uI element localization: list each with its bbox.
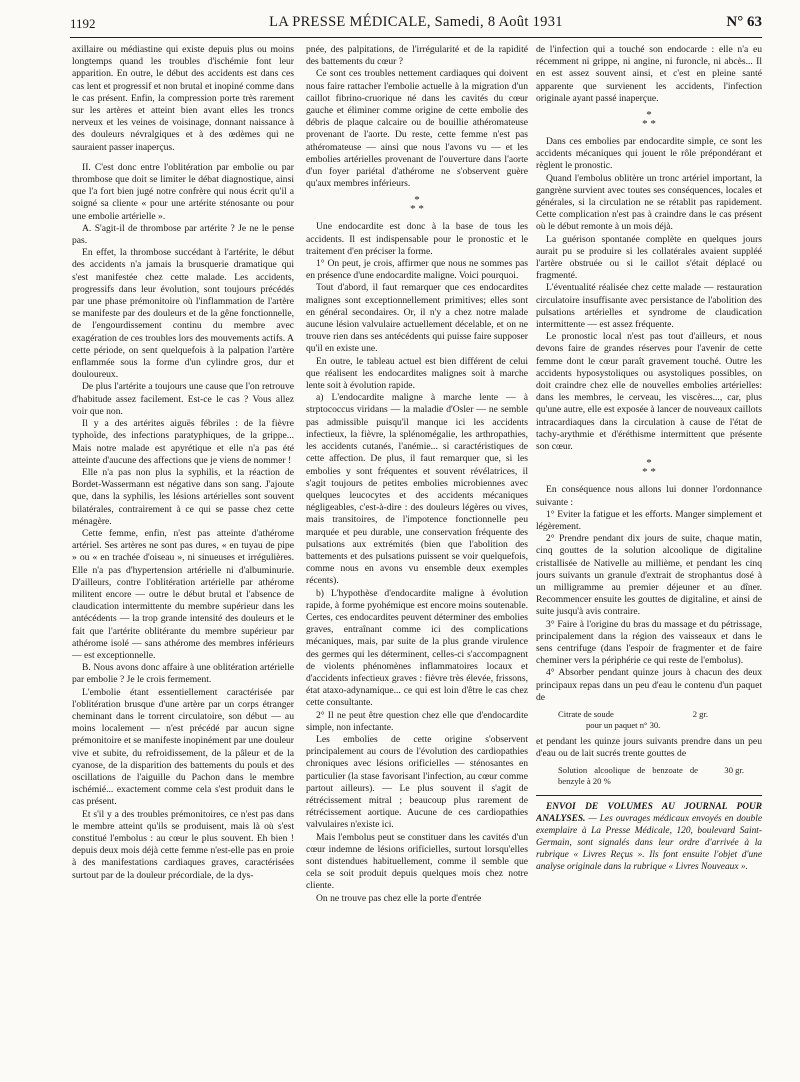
journal-title: LA PRESSE MÉDICALE, Samedi, 8 Août 1931 [269,14,563,30]
prescription-item: 2° Prendre pendant dix jours de suite, chaque matin, cinq gouttes de la solution alcoolique de digitaline cristallisée de Nativelle au millième, et pendant les cinq jours suivants un granule d'extrait de strophantus dosé à un milligramme au premier déjeuner et au dîner. Recommencer ensuite les gouttes de digitaline, et ainsi de suite jusqu'à avis contraire. [536,533,762,618]
paragraph: b) L'hypothèse d'endocardite maligne à évolution rapide, à forme pyohémique est encore moins soutenable. Certes, ces endocardites peuvent déterminer des embolies graves, entraînant comme ici des complications mécaniques, mais, par suite de la plus grande virulence des germes qui les déterminent, celles-ci s'accompagnent de violents phénomènes inflammatoires locaux et d'accidents infectieux graves : fièvre très élevée, frissons, état ataxo-adynamique... ce qui est loin d'être le cas chez cette consultante. [306,587,528,709]
paragraph: 1° On peut, je crois, affirmer que nous ne sommes pas en présence d'une endocardite maligne. Voici pourquoi. [306,258,528,282]
paragraph: 2° Il ne peut être question chez elle que d'endocardite simple, non infectante. [306,709,528,733]
issue-number: N° 63 [726,14,762,30]
paragraph: de l'infection qui a touché son endocarde : elle n'a eu récemment ni grippe, ni angine, ni furoncle, ni abcès... Il en est assez souvent ainsi, et c'est en pleine santé apparente que survienent les accidents, l'infection originale ayant passé inaperçue. [536,44,762,104]
column-right [536,44,762,1064]
star-top: * [414,194,420,207]
page-number: 1192 [70,16,96,31]
notice-title: ENVOI DE VOLUMES AU JOURNAL POUR ANALYSES. [536,802,762,825]
section-separator [306,196,528,214]
paragraph: Ce sont ces troubles nettement cardiaques qui doivent nous faire rattacher l'embolie actuelle à la migration d'un caillot fibrino-cruorique né dans les cavités du cœur gauche et éliminer comme origine de cette embolie des débris de plaque calcaire ou de bouillie athéromateuse provenant de l'aorte. Du reste, cette femme n'est pas athéromateuse — ainsi que nous l'avons vu — et les embolies artérielles provenant de l'ouverture dans l'aorte d'un foyer pariétal d'athérome ne s'observent guère qu'aux membres inférieurs. [306,68,528,190]
paragraph: Et s'il y a des troubles prémonitoires, ce n'est pas dans le membre atteint qu'ils se produisent, mais là où s'est constitué l'embolus : au cœur le plus souvent. Eh bien ! depuis deux mois déjà cette femme n'est-elle pas en proie à des manifestations cardiaques graves, caractérisées surtout par de la douleur précordiale, de la dys- [72,808,294,881]
section-separator [536,111,762,129]
section-separator [536,459,762,477]
paragraph: Tout d'abord, il faut remarquer que ces endocardites malignes sont exceptionnellement primitives; elles sont en général secondaires. Or, il n'y a chez notre malade aucune lésion valvulaire actuellement décelable, et on ne trouve rien dans ses antécédents qui puisse faire supposer qu'il en existe une. [306,282,528,355]
paragraph: A. S'agit-il de thrombose par artérite ? Je ne le pense pas. [72,222,294,247]
notice-body: — Les ouvrages médicaux envoyés en double exemplaire à La Presse Médicale, 120, boulevard Saint-Germain, sont signalés dans leur ordre d'arrivée à la rubrique « Livres Reçus ». Ils font ensuite l'objet d'une analyse originale dans la rubrique « Livres Nouveaux ». [536,814,762,873]
star-top: * [646,457,652,470]
paragraph: Cette femme, enfin, n'est pas atteinte d'athérome artériel. Ses artères ne sont pas dures, « en tuyau de pipe » ou « en trachée d'oiseau », ni sinueuses et irrégulières. Elle n'a pas d'hypertension artérielle ni d'albuminurie. D'ailleurs, contre l'oblitération artérielle par athérome militent encore — outre le début brutal et l'absence de claudication intermittente du membre supérieur dans les antécédents — la trop grande intensité des douleurs et le fait que l'artérite oblitérante du membre supérieur par athérome isolé — sans athérome des membres inférieurs — est exceptionnelle. [72,527,294,661]
prescription-item: 3° Faire à l'origine du bras du massage et du pétrissage, principalement dans la région des vaisseaux et dans le sens centrifuge (dans l'espoir de fragmenter et de faire cheminer vers la périphérie ce qui reste de l'embolus). [536,618,762,667]
paragraph: L'embolie étant essentiellement caractérisée par l'oblitération brusque d'une artère par un corps étranger cheminant dans le torrent circulatoire, son début — au moins localement — n'est précédé par aucun signe prémonitoire et se manifeste inopinément par une douleur vive et subite, du refroidissement, de la pâleur et de la cyanose, de la disparition des battements du pouls et des oscillations de l'aiguille du Pachon dans le membre ischémié... exactement comme cela s'est produit dans le cas présent. [72,686,294,808]
paragraph: axillaire ou médiastine qui existe depuis plus ou moins longtemps quand les troubles d'ischémie font leur apparition. En outre, le début des accidents est dans ces cas lent et progressif et non brutal et inopiné comme dans le cas présent. Enfin, la compression porte très rarement sur les artères et atteint bien avant elles les troncs nerveux et les veines de voisinage, donnant naissance à des douleurs névralgiques et à des œdèmes qui ne sauraient passer inaperçus. [72,44,294,153]
column-left [72,44,294,1064]
paragraph: On ne trouve pas chez elle la porte d'entrée [316,892,482,904]
paragraph: B. Nous avons donc affaire à une oblitération artérielle par embolie ? Je le crois fermement. [72,662,294,686]
formula-benzoate [558,765,762,787]
paragraph: En conséquence nous allons lui donner l'ordonnance suivante : [536,484,762,508]
formula-name: Solution alcoolique de benzoate de benzyle à 20 % [558,765,698,787]
star-bottom: * * [410,203,424,216]
star-top: * [646,109,652,122]
formula-dose: 30 gr. [724,765,744,776]
notice-rule [536,795,762,796]
paragraph: En outre, le tableau actuel est bien différent de celui que réalisent les endocardites malignes soit à marche lente soit à évolution rapide. [306,355,528,392]
paragraph: Le pronostic local n'est pas tout d'ailleurs, et nous devons faire de grandes réserves pour l'avenir de cette femme dont le cœur paraît gravement touché. Outre les accidents hyposystoliques ou asystoliques possibles, on doit craindre chez elle de nouvelles embolies artérielles: dans les membres, le cerveau, les viscères..., car, plus qu'une autre, elle est exposée à lancer de nouveaux caillots intracardiaques dans la circulation à cause de l'état de tachy-arythmie et d'éréthisme intermittent que présente son cœur. [536,331,762,453]
paragraph: a) L'endocardite maligne à marche lente — à strptococcus viridans — la maladie d'Osler — ne semble pas admissible puisqu'il manque ici les accidents infectieux, la fièvre, la splénomégalie, les arthropathies, les accidents cutanés, l'anémie... si caractéristiques de cette affection. De plus, il faut remarquer que, si les embolies y sont fréquentes et souvent révélatrices, il s'agit toujours de petites embolies microbiennes avec quelques leucocytes et des accidents mécaniques négligeables, c'est-à-dire : des douleurs légères ou vives, mais transitoires, de l'impotence fonctionnelle peu marquée et peu durable, une conservation fréquente des pulsations aux extrémités (bien que l'abolition des battements et des pulsations puissent se voir quelquefois, comme nous en avons vu ensemble deux exemples récents). [306,392,528,587]
star-bottom: * * [642,118,656,131]
paragraph: Une endocardite est donc à la base de tous les accidents. Il est indispensable pour le pronostic et le traitement d'en préciser la forme. [306,221,528,257]
paragraph: De plus l'artérite a toujours une cause que l'on retrouve d'habitude assez facilement. Est-ce le cas ? Vous allez voir que non. [72,381,294,417]
formula-name: Citrate de soude [558,708,614,719]
notice-box [536,801,762,873]
paragraph: Quand l'embolus oblitère un tronc artériel important, la gangrène survient avec toutes ses conséquences, locales et générales, si la circulation ne se rétablit pas rapidement. Cette complication n'est pas à craindre dans le cas présent où le début remonte à un mois déjà. [536,172,762,233]
prescription-item: 1° Eviter la fatigue et les efforts. Manger simplement et légèrement. [536,508,762,532]
star-bottom: * * [642,466,656,479]
header-rule [70,37,762,38]
formula-dose: 2 gr. [692,708,708,719]
paragraph: et pendant les quinze jours suivants prendre dans un peu d'eau ou de lait sucrés trente gouttes de [536,735,762,760]
paragraph: Mais l'embolus peut se constituer dans les cavités d'un cœur indemne de lésions orificielles, surtout lorsqu'elles sont distendues habituellement, comme il semble que cela se soit produit depuis quelques mois chez notre cliente. [306,831,528,892]
paragraph: La guérison spontanée complète en quelques jours aurait pu se produire si les collatérales avaient suppléé l'artère obstruée ou si le caillot s'était déplacé ou fragmenté. [536,233,762,282]
paragraph: En effet, la thrombose succédant à l'artérite, le début des accidents n'a jamais la brusquerie dramatique qui s'est manifestée chez cette malade. Les accidents, progressifs dans leur évolution, sont toujours précédés par une phase prémonitoire où l'inflammation de l'artère se manifeste par des douleurs et de la gêne fonctionnelle, de l'engourdissement continu du membre avec exagération de ces troubles lors des mouvements actifs. A cette période, on sent quelquefois à la palpation l'artère enflammée sous la forme d'un cylindre gros, dur et douloureux. [72,247,294,381]
page-header [70,14,762,36]
paragraph: Il y a des artérites aiguës fébriles : de la fièvre typhoïde, des infections paratyphiques, de la grippe... Mais notre malade est apyrétique et elle n'a pas été atteinte d'aucune des affections que je viens de nommer ! [72,418,294,466]
prescription-item: 4° Absorber pendant quinze jours à chacun des deux principaux repas dans un peu d'eau le contenu d'un paquet de [536,667,762,703]
column-middle [306,44,528,1064]
formula-citrate [558,709,762,731]
paragraph: Dans ces embolies par endocardite simple, ce sont les accidents mécaniques qui jouent le rôle prépondérant et règlent le pronostic. [536,136,762,172]
paragraph: L'éventualité réalisée chez cette malade — restauration circulatoire insuffisante avec persistance de l'abolition des pulsations artérielles et syndrome de claudication intermittente — est assez fréquente. [536,282,762,331]
paragraph: pnée, des palpitations, de l'irrégularité et de la rapidité des battements du cœur ? [306,44,528,68]
paragraph: Les embolies de cette origine s'observent principalement au cours de l'évolution des cardiopathies chroniques avec lésions orificielles — sténosantes en particulier (la stase favorisant l'infection, au cœur comme partout ailleurs). — Le plus souvent il s'agit de rétrécissement mitral ; beaucoup plus rarement de rétrécissement aortique. Aucune de ces cardiopathies valvulaires n'existe ici. [306,733,528,831]
formula-subline: pour un paquet n° 30. [586,719,661,730]
paragraph: Elle n'a pas non plus la syphilis, et la réaction de Bordet-Wassermann est négative dans son sang. J'ajoute que, dans la syphilis, les lésions artérielles sont souvent bilatérales, contrairement à ce qui se passe chez cette ménagère. [72,466,294,527]
section-heading-paragraph: II. C'est donc entre l'oblitération par embolie ou par thrombose que doit se limiter le débat diagnostique, ainsi que l'a fort bien jugé notre confrère qui nous écrit qu'il a soigné sa cliente « pour une artérite sténosante ou pour une embolie artérielle ». [72,161,294,222]
